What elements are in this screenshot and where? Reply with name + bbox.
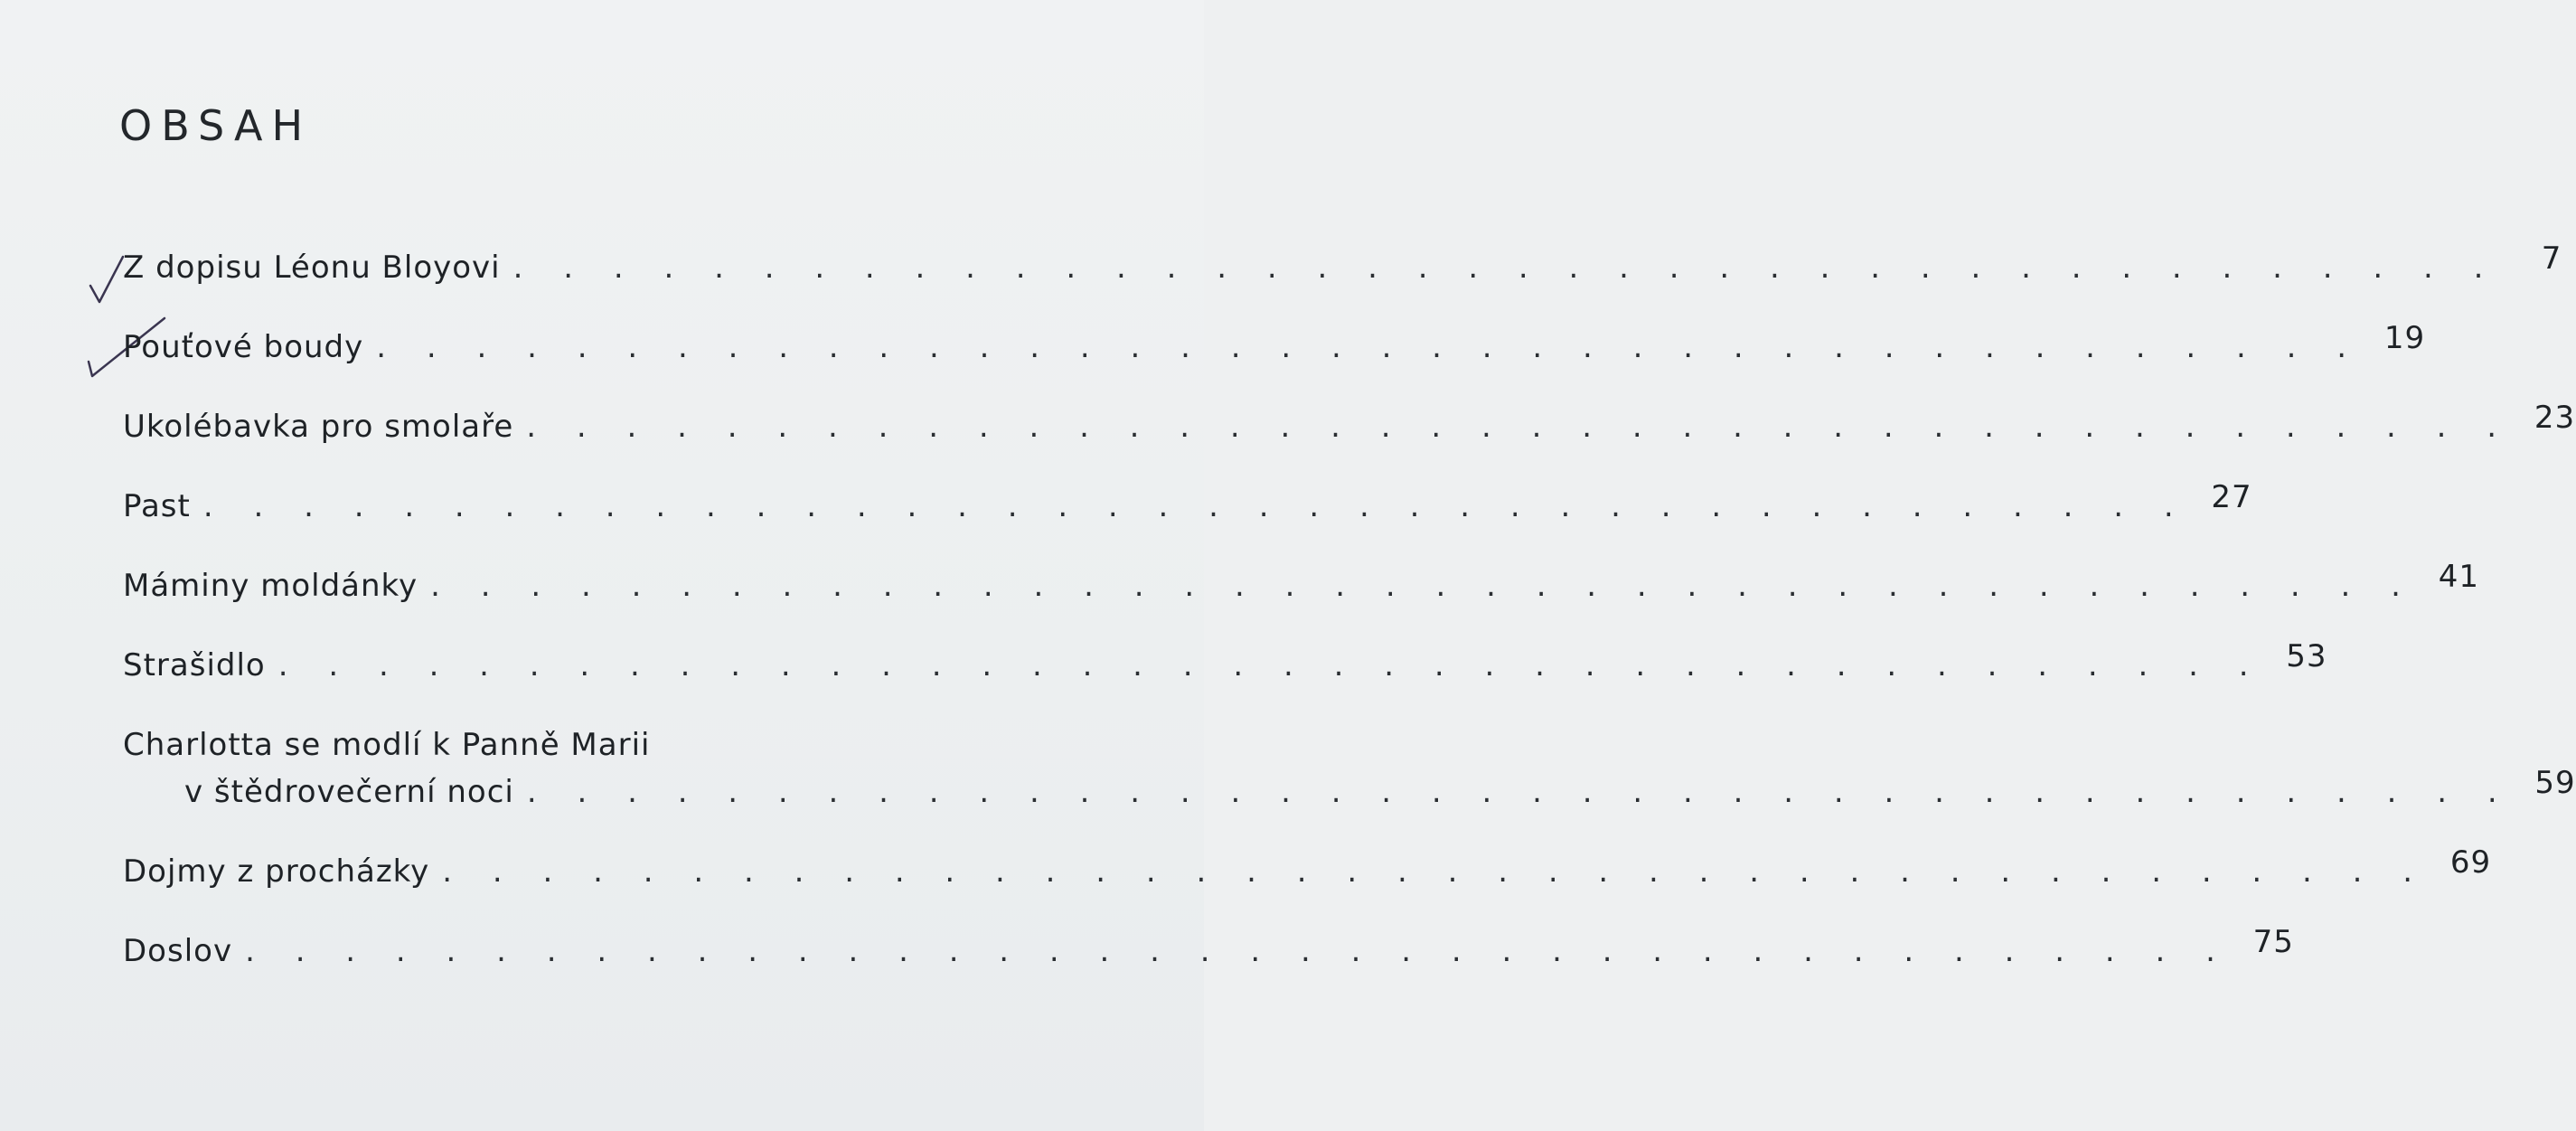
toc-entry-title: Dojmy z procházky [123, 853, 430, 890]
toc-entry[interactable] [123, 917, 2294, 996]
toc-entry-title: Strašidlo [123, 647, 266, 683]
toc-entry-page: 53 [2286, 638, 2327, 674]
toc-entry-page: 23 [2534, 400, 2576, 436]
toc-entry-title: Past [123, 488, 191, 524]
toc-entry-title: Ukolébavka pro smolaře [123, 409, 514, 445]
dot-leader: . . . . . . . . . . . . . . . . . . . . . . . . . . . . . . . . . . . . . . . . [430, 568, 2416, 604]
dot-leader: . . . . . . . . . . . . . . . . . . . . . . . . . . . . . . . . . . . . . . . . [442, 853, 2429, 890]
toc-entry-title: Z dopisu Léonu Bloyovi [123, 250, 501, 286]
toc-entry-title: Máminy moldánky [123, 568, 418, 604]
toc-entry[interactable] [123, 711, 2576, 837]
toc-entry-title-continued: v štědrovečerní noci [184, 774, 514, 810]
table-of-contents [123, 233, 2576, 996]
toc-entry-page: 69 [2449, 844, 2492, 881]
toc-entry-page: 19 [2383, 320, 2426, 356]
dot-leader: . . . . . . . . . . . . . . . . . . . . . . . . . . . . . . . . . . . . . . . . [277, 647, 2264, 683]
toc-entry[interactable] [123, 233, 2562, 313]
toc-entry-page: 27 [2211, 479, 2252, 515]
dot-leader: . . . . . . . . . . . . . . . . . . . . . . . . . . . . . . . . . . . . . . . . [526, 774, 2513, 810]
toc-entry[interactable] [123, 631, 2327, 711]
toc-entry[interactable] [123, 551, 2479, 631]
dot-leader: . . . . . . . . . . . . . . . . . . . . . . . . . . . . . . . . . . . . . . . . [245, 933, 2231, 969]
toc-entry-page: 41 [2438, 559, 2479, 595]
toc-entry[interactable] [123, 837, 2492, 917]
toc-entry[interactable] [123, 472, 2252, 551]
dot-leader: . . . . . . . . . . . . . . . . . . . . . . . . . . . . . . . . . . . . . . . . [202, 488, 2189, 524]
dot-leader: . . . . . . . . . . . . . . . . . . . . . . . . . . . . . . . . . . . . . . . . [376, 329, 2363, 365]
dot-leader: . . . . . . . . . . . . . . . . . . . . . . . . . . . . . . . . . . . . . . . . [512, 250, 2499, 286]
toc-entry-page: 75 [2252, 924, 2294, 960]
toc-entry-page: 59 [2534, 765, 2576, 801]
toc-entry[interactable] [123, 392, 2576, 472]
toc-entry-title: Pouťové boudy [123, 329, 364, 365]
toc-entry-title: Charlotta se modlí k Panně Marii [123, 727, 651, 763]
page-title: OBSAH [119, 101, 313, 150]
toc-entry-title: Doslov [123, 933, 233, 969]
dot-leader: . . . . . . . . . . . . . . . . . . . . . . . . . . . . . . . . . . . . . . . . [526, 409, 2513, 445]
toc-entry-page: 7 [2541, 240, 2562, 277]
toc-entry[interactable] [123, 313, 2426, 392]
